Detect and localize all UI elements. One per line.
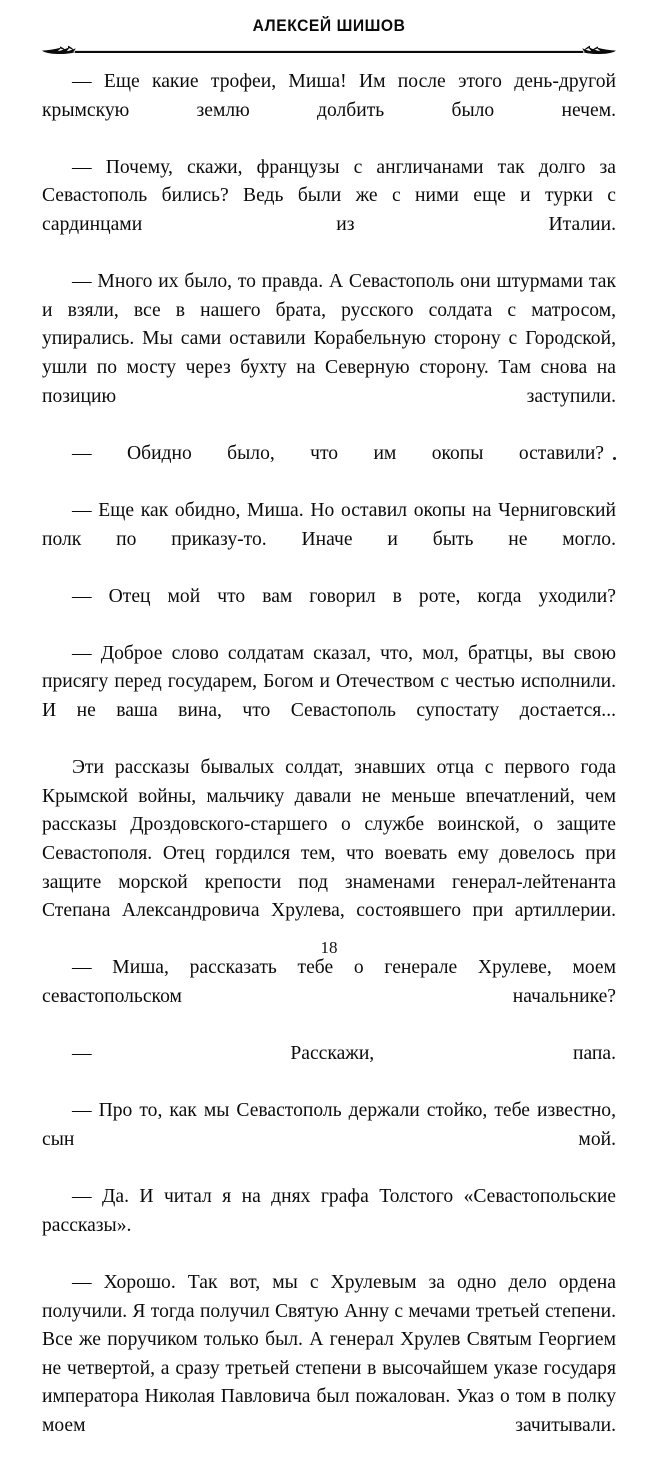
running-head xyxy=(42,16,616,36)
leaf-flourish-left-icon xyxy=(42,46,76,54)
paragraph: — Про то, как мы Севастополь держали стойко, тебе известно, сын мой. xyxy=(42,1100,616,1150)
paragraph: — Расскажи, папа. xyxy=(72,1043,616,1065)
page-number: 18 xyxy=(320,938,338,957)
paragraph: — Еще как обидно, Миша. Но оставил окопы на Черниговский полк по приказу-то. Иначе и быть не могло. xyxy=(42,499,616,550)
paragraph: — Почему, скажи, французы с англичанами так долго за Севастополь бились? Ведь были же с ними еще и турки с сардинцами из Италии. xyxy=(42,156,616,235)
leaf-flourish-right-icon xyxy=(582,46,616,54)
body-text-block xyxy=(42,68,616,1469)
paragraph: — Да. И читал я на днях графа Толстого «Севастопольские рассказы». xyxy=(42,1186,616,1236)
running-head-title: АЛЕКСЕЙ ШИШОВ xyxy=(252,16,406,35)
paragraph: — Отец мой что вам говорил в роте, когда уходили? xyxy=(72,585,616,607)
paragraph: — Еще какие трофеи, Миша! Им после этого день-другой крымскую землю долбить было нечем. xyxy=(42,71,616,121)
paragraph: — Доброе слово солдатам сказал, что, мол, братцы, вы свою присягу перед государем, Богом и Отечеством с честью исполнили. И не ваша вина, что Севастополь супостату достается... xyxy=(42,642,616,722)
paragraph: — Много их было, то правда. А Севастополь они штурмами так и взяли, все в нашего брата, русского солдата с матросом, упирались. Мы сами оставили Корабельную сторону с Городской, ушли по мосту через бухту на Северную сторону. Там снова на позицию заступили. xyxy=(42,271,616,407)
paragraph: Эти рассказы бывалых солдат, знавших отца с первого года Крымской войны, мальчику давали не меньше впечатлений, чем рассказы Дроздовского-старшего о службе воинской, о защите Севастополя. Отец гордился тем, что воевать ему довелось при защите морской крепости под знаменами генерал-лейтенанта Степана Александровича Хрулева, состоявшего при артиллерии. xyxy=(42,757,616,922)
paragraph: — Миша, рассказать тебе о генерале Хрулеве, моем севастопольском начальнике? xyxy=(42,957,616,1007)
header-ornament-rule xyxy=(36,40,622,56)
scan-speck-artifact xyxy=(613,457,616,460)
paragraph-with-speck xyxy=(42,440,616,497)
paragraph: — Хорошо. Так вот, мы с Хрулевым за одно дело ордена получили. Я тогда получил Святую Анну с мечами третьей степени. Все же поручиком только был. А генерал Хрулев Святым Георгием не четвертой, а сразу третьей степени в высочайшем указе государя императора Николая Павловича был пожалован. Указ о том в полку моем зачитывали. xyxy=(42,1271,616,1436)
paragraph-text: — Обидно было, что им окопы оставили? xyxy=(72,442,604,464)
